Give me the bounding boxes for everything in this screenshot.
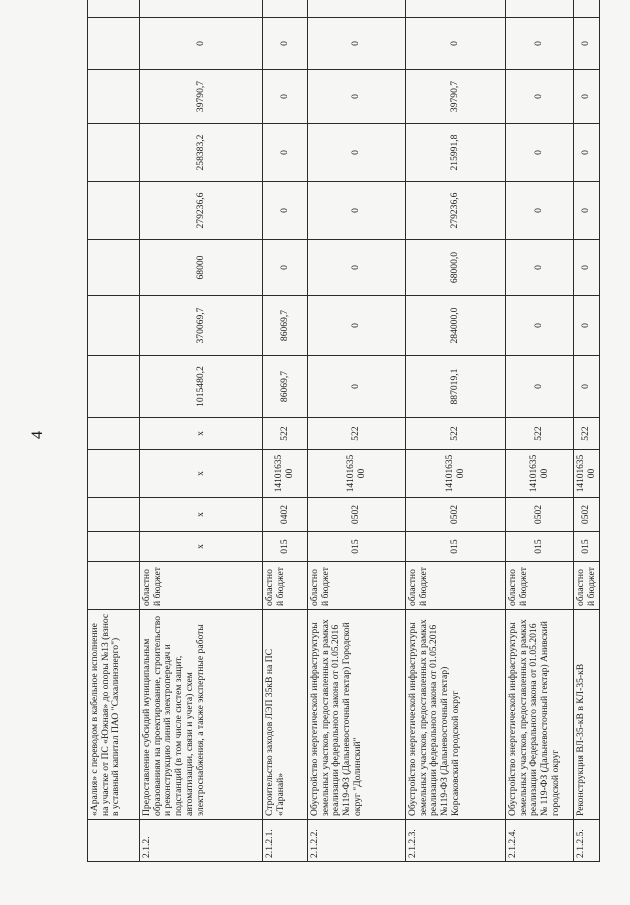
table-cell: 1410163500 (308, 450, 406, 498)
table-cell: 2.1.2.2. (308, 820, 406, 862)
table-cell: 284000,0 (406, 296, 506, 356)
table-cell: 015 (574, 532, 600, 562)
table-cell: 1410163500 (263, 450, 308, 498)
table-cell: 0 (506, 240, 574, 296)
table-cell (88, 296, 140, 356)
table-row (506, 0, 574, 862)
table-cell: 0 (574, 240, 600, 296)
table-cell (88, 124, 140, 182)
table-cell: 0 (506, 18, 574, 70)
table-cell: 0 (140, 18, 263, 70)
table-cell: областной бюджет (263, 562, 308, 610)
table-cell (308, 0, 406, 18)
table-cell: 0 (308, 182, 406, 240)
table-cell: x (140, 532, 263, 562)
table-cell (88, 450, 140, 498)
table-cell: 0 (308, 70, 406, 124)
table-cell (88, 240, 140, 296)
table-cell: 215991,8 (406, 124, 506, 182)
table-cell (88, 820, 140, 862)
table-cell (506, 0, 574, 18)
table-cell: x (140, 418, 263, 450)
table-row (406, 0, 506, 862)
table-cell: 0 (263, 70, 308, 124)
table-cell: 2.1.2.5. (574, 820, 600, 862)
table-cell: «Аралия» с переводом в кабельное исполнение на участке от ПС «Южная» до опоры №13 (взнос в уставный капитал ПАО "Сахалинэнерго") (88, 610, 140, 820)
table-cell: 0 (263, 240, 308, 296)
table-cell: Предоставление субсидий муниципальным образованиям на проектирование, строительство и реконструкцию линий электропередач и подстанций (в том числе систем защит, автоматизации, связи и учета) схем электроснабжения, а также экспертные работы (140, 610, 263, 820)
table-cell: 0 (506, 70, 574, 124)
table-cell (88, 0, 140, 18)
table-cell: областной бюджет (574, 562, 600, 610)
table-cell (263, 0, 308, 18)
table-cell: Строительство заходов ЛЭП 35кВ на ПС «Таранай» (263, 610, 308, 820)
table-cell: 0402 (263, 498, 308, 532)
rotated-table-container (87, 41, 597, 862)
table-cell: 887019,1 (406, 356, 506, 418)
table-cell: 39790,7 (140, 70, 263, 124)
table-cell: 0502 (574, 498, 600, 532)
table-cell (88, 18, 140, 70)
table-cell: 2.1.2.4. (506, 820, 574, 862)
table-cell (88, 562, 140, 610)
table-cell: 68000,0 (406, 240, 506, 296)
table-cell: 0 (406, 18, 506, 70)
table-cell: 0 (574, 296, 600, 356)
table-cell (88, 418, 140, 450)
table-cell: Обустройство энергетической инфраструктуры земельных участков, предоставленных в рамках реализации Федерального закона от 01.05.2016 № 119-ФЗ (Дальневосточный гектар) Анивский городской округ (506, 610, 574, 820)
table-cell: 0502 (308, 498, 406, 532)
table-cell (88, 182, 140, 240)
table-cell: 0 (506, 182, 574, 240)
table-cell: 015 (308, 532, 406, 562)
table-row (574, 0, 600, 862)
table-row (88, 0, 140, 862)
table-cell: областной бюджет (308, 562, 406, 610)
table-cell: 370069,7 (140, 296, 263, 356)
table-cell (406, 0, 506, 18)
table-cell: 0 (308, 296, 406, 356)
table-cell: 2.1.2.1. (263, 820, 308, 862)
table-cell: 2.1.2. (140, 820, 263, 862)
table-cell: 0 (263, 182, 308, 240)
table-cell: 86069,7 (263, 296, 308, 356)
table-row (308, 0, 406, 862)
table-cell: 39790,7 (406, 70, 506, 124)
table-cell (574, 0, 600, 18)
page-number: 4 (29, 431, 46, 439)
table-cell: 68000 (140, 240, 263, 296)
table-cell: 86069,7 (263, 356, 308, 418)
table-cell: 0 (308, 18, 406, 70)
table-cell: Обустройство энергетической инфраструктуры земельных участков, предоставленных в рамках реализации федерального закона от 01.05.2016 №119-ФЗ (Дальневосточный гектар) Корсаковский городской округ (406, 610, 506, 820)
table-cell: 0 (574, 70, 600, 124)
table-row (263, 0, 308, 862)
table-row (140, 0, 263, 862)
table-cell (88, 532, 140, 562)
table-cell: 015 (263, 532, 308, 562)
table-cell: 279236,6 (140, 182, 263, 240)
table-cell: 522 (574, 418, 600, 450)
table-cell: 522 (308, 418, 406, 450)
table-cell: областной бюджет (506, 562, 574, 610)
table-cell: 015 (506, 532, 574, 562)
table-cell: 0 (263, 18, 308, 70)
table-cell (88, 498, 140, 532)
table-cell (140, 0, 263, 18)
table-cell: 0 (308, 356, 406, 418)
table-cell: 0 (574, 182, 600, 240)
table-cell: 1410163500 (406, 450, 506, 498)
table-cell: 1410163500 (574, 450, 600, 498)
table-cell: 0 (574, 356, 600, 418)
table-cell: 0 (574, 18, 600, 70)
table-cell: Обустройство энергетической инфраструктуры земельных участков, предоставленных в рамках реализации федерального закона от 01.05.2016 №119-ФЗ (Дальневосточный гектар) Городской округ "Долинский" (308, 610, 406, 820)
table-cell: 0 (506, 356, 574, 418)
table-cell: 522 (263, 418, 308, 450)
table-cell: 0 (506, 296, 574, 356)
table-cell: 522 (406, 418, 506, 450)
table-cell: Реконструкция ВЛ-35-кВ в КЛ-35-кВ (574, 610, 600, 820)
table-cell: 0 (308, 240, 406, 296)
table-cell: x (140, 450, 263, 498)
table-cell (88, 70, 140, 124)
table-cell: 0 (506, 124, 574, 182)
table-cell: 1410163500 (506, 450, 574, 498)
table-cell: 1015480,2 (140, 356, 263, 418)
budget-table (87, 0, 600, 862)
table-body (88, 0, 600, 862)
table-cell: 0 (263, 124, 308, 182)
table-cell: 0 (308, 124, 406, 182)
table-cell: 258383,2 (140, 124, 263, 182)
table-cell: областной бюджет (406, 562, 506, 610)
table-cell: областной бюджет (140, 562, 263, 610)
table-cell: 015 (406, 532, 506, 562)
table-cell: 0502 (406, 498, 506, 532)
table-cell (88, 356, 140, 418)
table-cell: 2.1.2.3. (406, 820, 506, 862)
table-cell: 0 (574, 124, 600, 182)
table-cell: 522 (506, 418, 574, 450)
table-cell: 279236,6 (406, 182, 506, 240)
table-cell: 0502 (506, 498, 574, 532)
table-cell: x (140, 498, 263, 532)
